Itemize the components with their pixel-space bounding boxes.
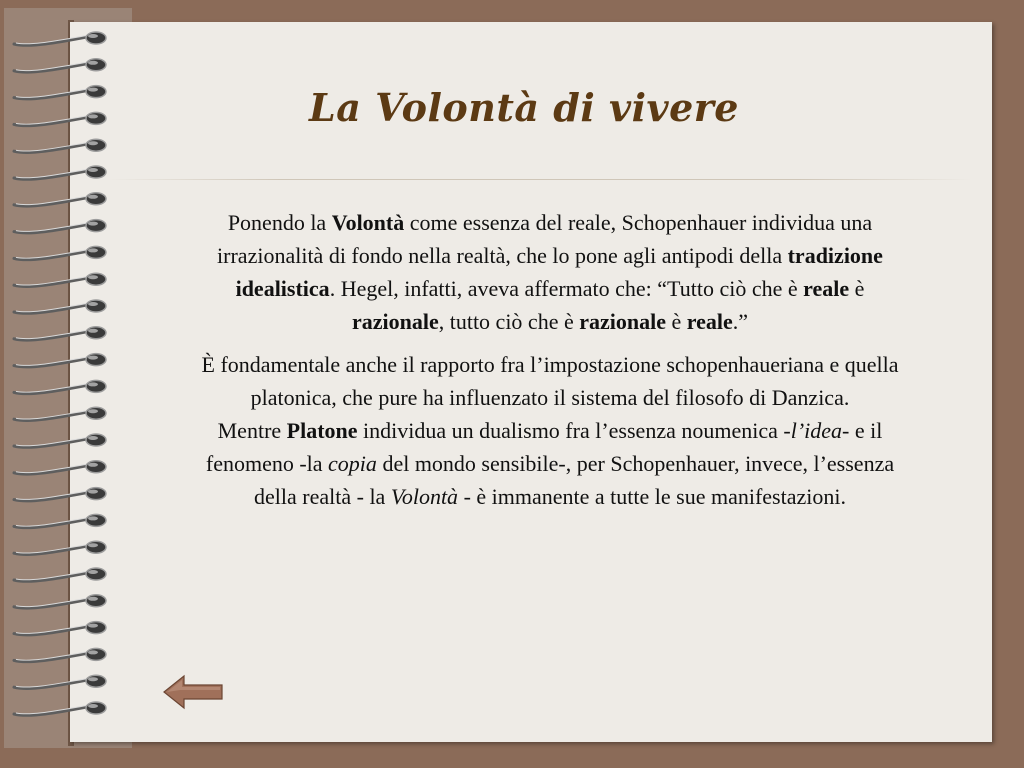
- text-run: Ponendo la: [227, 210, 332, 235]
- spiral-ring: [14, 702, 106, 715]
- back-button[interactable]: [160, 672, 226, 712]
- title-divider: [108, 179, 972, 180]
- spiral-ring: [14, 595, 106, 608]
- spiral-ring: [14, 139, 106, 152]
- text-run: individua un dualismo fra l’essenza noumenica -: [357, 418, 791, 443]
- bold-term: razionale: [351, 309, 439, 334]
- spiral-ring: [14, 675, 106, 688]
- text-run: , tutto ciò che è: [438, 309, 580, 334]
- spiral-ring: [14, 246, 106, 259]
- slide-title: La Volontà di vivere: [309, 85, 739, 130]
- italic-term: Volontà: [390, 484, 459, 509]
- spiral-ring: [14, 193, 106, 206]
- bold-term: Volontà: [331, 210, 405, 235]
- bold-term: tradizione idealistica: [235, 243, 883, 301]
- spiral-ring: [14, 273, 106, 286]
- text-run: è: [849, 276, 865, 301]
- paragraph-2: [200, 348, 900, 513]
- spiral-ring: [14, 59, 106, 72]
- spiral-ring: [14, 461, 106, 474]
- slide-body: [200, 206, 900, 513]
- spiral-ring: [14, 300, 106, 313]
- spiral-ring: [14, 434, 106, 447]
- spiral-ring: [14, 541, 106, 554]
- text-run: È fondamentale anche il rapporto fra l’impostazione schopenhaueriana e quella platonica, che pure ha influenzato il sistema del filosofo di Danzica.: [201, 352, 899, 410]
- italic-term: l’idea: [790, 418, 843, 443]
- spiral-ring: [14, 112, 106, 125]
- spiral-ring: [14, 488, 106, 501]
- bold-term: reale: [803, 276, 850, 301]
- spiral-ring: [14, 514, 106, 527]
- italic-term: copia: [328, 451, 377, 476]
- text-run: come essenza del reale, Schopenhauer individua una irrazionalità di fondo nella realtà, che lo pone agli antipodi della: [217, 210, 873, 268]
- spiral-ring: [14, 568, 106, 581]
- spiral-ring: [14, 86, 106, 99]
- bold-term: reale: [686, 309, 733, 334]
- bold-term: razionale: [579, 309, 666, 334]
- bold-term: Platone: [286, 418, 358, 443]
- spiral-ring: [14, 380, 106, 393]
- spiral-ring: [14, 32, 106, 45]
- spiral-ring: [14, 622, 106, 635]
- spiral-binding: [0, 0, 140, 768]
- arrow-left-icon: [160, 672, 226, 712]
- spiral-ring: [14, 648, 106, 661]
- paragraph-1: [200, 206, 900, 338]
- text-run: .”: [732, 309, 749, 334]
- text-run: è: [666, 309, 687, 334]
- spiral-ring: [14, 354, 106, 367]
- spiral-ring: [14, 220, 106, 233]
- text-run: del mondo sensibile-, per Schopenhauer, invece, l’essenza della realtà - la: [254, 451, 895, 509]
- spiral-ring: [14, 327, 106, 340]
- text-run: . Hegel, infatti, aveva affermato che: “Tutto ciò che è: [329, 276, 804, 301]
- spiral-ring: [14, 166, 106, 179]
- text-run: - e il fenomeno -la: [205, 418, 883, 476]
- spiral-ring: [14, 407, 106, 420]
- text-run: - è immanente a tutte le sue manifestazioni.: [458, 484, 846, 509]
- text-run: Mentre: [217, 418, 287, 443]
